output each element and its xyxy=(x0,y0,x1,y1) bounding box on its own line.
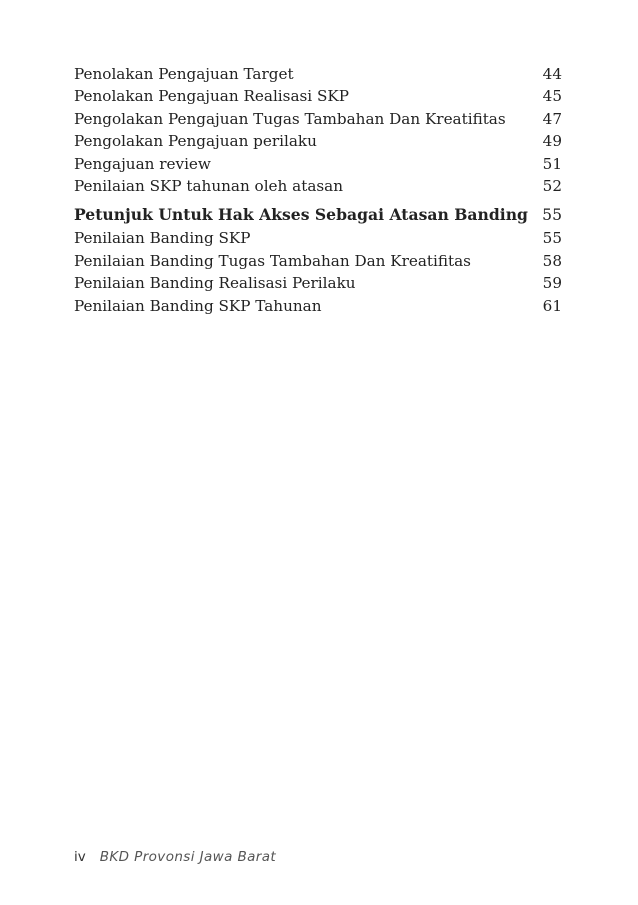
toc-entry-page: 44 xyxy=(542,65,562,83)
toc-entry-title: Penilaian Banding SKP Tahunan xyxy=(74,296,322,315)
toc-entry-title: Petunjuk Untuk Hak Akses Sebagai Atasan Banding xyxy=(74,205,528,225)
toc-entry xyxy=(74,175,562,197)
toc-entry-page: 55 xyxy=(542,206,562,225)
toc-entry-title: Penolakan Pengajuan Target xyxy=(74,65,294,83)
toc-entry xyxy=(74,153,562,175)
footer-organization: BKD Provonsi Jawa Barat xyxy=(99,849,277,865)
toc-entry xyxy=(74,295,562,317)
toc-entry-page: 61 xyxy=(542,296,562,315)
footer-page-number: iv xyxy=(74,849,86,865)
toc-entry xyxy=(74,130,562,152)
toc-entry xyxy=(74,250,562,272)
toc-entry-page: 51 xyxy=(542,154,562,173)
toc-entry-title: Pengajuan review xyxy=(74,154,211,173)
toc-entry-page: 52 xyxy=(542,176,562,195)
toc-section-heading xyxy=(74,203,562,227)
toc-entry-page: 55 xyxy=(542,229,562,248)
toc-entry-title: Pengolakan Pengajuan Tugas Tambahan Dan Kreatifitas xyxy=(74,109,506,128)
toc-entry-page: 58 xyxy=(542,251,562,270)
toc-entry-title: Pengolakan Pengajuan perilaku xyxy=(74,132,317,151)
toc-entry-title: Penilaian SKP tahunan oleh atasan xyxy=(74,176,343,195)
toc-entry xyxy=(74,85,562,107)
toc-entry-page: 47 xyxy=(542,109,562,128)
toc-entry xyxy=(74,227,562,249)
toc-entry-title: Penilaian Banding Realisasi Perilaku xyxy=(74,274,356,293)
table-of-contents xyxy=(74,63,562,317)
toc-entry xyxy=(74,63,562,85)
toc-entry xyxy=(74,108,562,130)
toc-entry-title: Penilaian Banding Tugas Tambahan Dan Kreatifitas xyxy=(74,251,471,270)
toc-entry-title: Penilaian Banding SKP xyxy=(74,229,251,248)
toc-entry-page: 45 xyxy=(542,87,562,106)
toc-entry xyxy=(74,272,562,294)
toc-entry-page: 59 xyxy=(542,274,562,293)
page-footer xyxy=(74,849,276,865)
toc-entry-title: Penolakan Pengajuan Realisasi SKP xyxy=(74,87,349,106)
toc-entry-page: 49 xyxy=(542,132,562,151)
